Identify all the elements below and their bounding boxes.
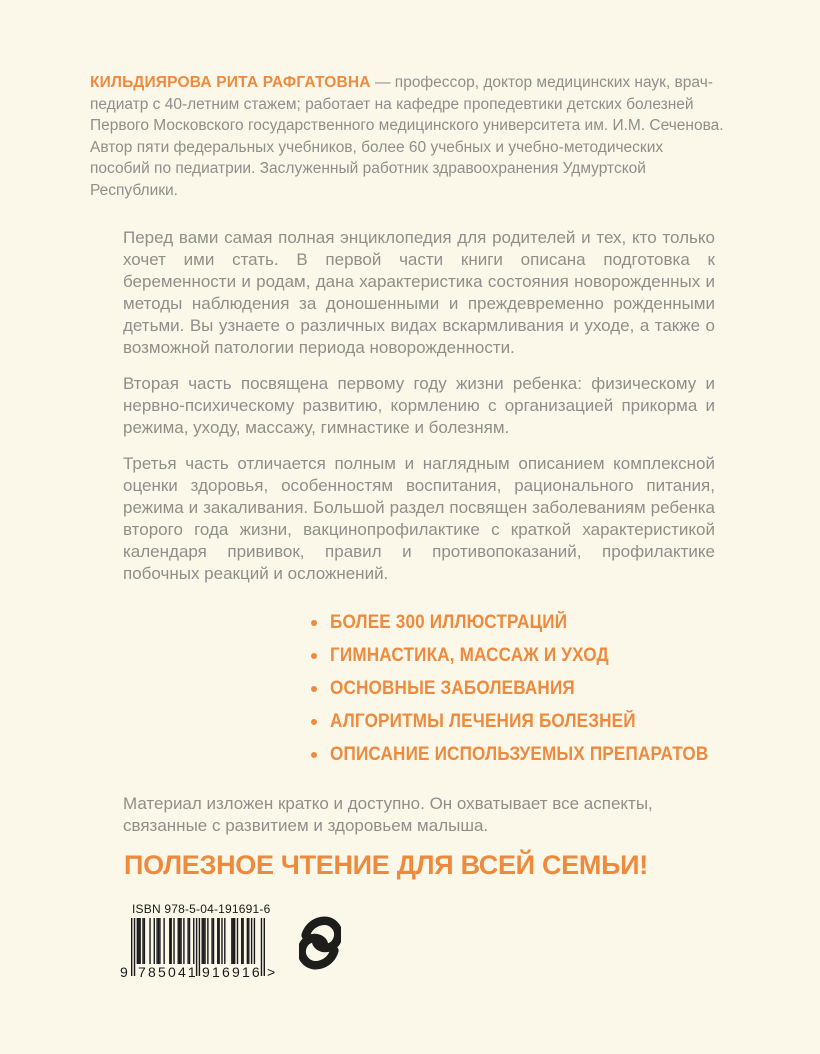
isbn-barcode-block <box>118 902 278 992</box>
bullet-dot-icon <box>311 752 317 758</box>
description-paragraph-1: Перед вами самая полная энциклопедия для родителей и тех, кто только хочет ими стать. В первой части книги описана подготовка к беременности и родам, дана характеристика состояния новорожденных и методы наблюдения за доношенными и преждевременно рожденными детьми. Вы узнаете о различных видах вскармливания и уходе, а также о возможной патологии периода новорожденности. <box>123 228 715 357</box>
barcode-digits <box>118 964 278 982</box>
description-paragraph-2: Вторая часть посвящена первому году жизни ребенка: физическому и нервно-психическому развитию, кормлению с организацией прикорма и режима, уходу, массажу, гимнастике и болезням. <box>123 374 715 437</box>
feature-item <box>311 606 731 639</box>
eksmo-logo <box>299 912 341 974</box>
bullet-dot-icon <box>311 719 317 725</box>
feature-list <box>311 606 731 771</box>
barcode-digit-suffix: > <box>267 964 276 980</box>
feature-item <box>311 672 731 705</box>
description-paragraph-3: Третья часть отличается полным и наглядным описанием комплексной оценки здоровья, особенностям воспитания, рационального питания, режима и закаливания. Большой раздел посвящен заболеваниям ребенка второго года жизни, вакцинопрофилактике с краткой характеристикой календаря прививок, правил и противопоказаний, профилактике побочных реакций и осложнений. <box>123 454 715 583</box>
bullet-dot-icon <box>311 620 317 626</box>
feature-label: ОПИСАНИЕ ИСПОЛЬЗУЕМЫХ ПРЕПАРАТОВ <box>330 743 709 765</box>
barcode-digit-group2: 916916 <box>202 964 262 980</box>
feature-label: ГИМНАСТИКА, МАССАЖ И УХОД <box>330 644 609 666</box>
feature-label: АЛГОРИТМЫ ЛЕЧЕНИЯ БОЛЕЗНЕЙ <box>330 710 636 732</box>
author-name: КИЛЬДИЯРОВА РИТА РАФГАТОВНА <box>90 74 371 91</box>
feature-item <box>311 738 731 771</box>
feature-item <box>311 639 731 672</box>
author-bio-text: — профессор, доктор медицинских наук, врач-педиатр с 40-летним стажем; работает на кафедре пропедевтики детских болезней Первого Московского государственного медицинского университета им. И.М. Сеченова. Автор пяти федеральных учебников, более 60 учебных и учебно-методических пособий по педиатрии. Заслуженный работник здравоохранения Удмуртской Республики. <box>90 74 724 199</box>
book-description <box>123 227 715 599</box>
tagline: ПОЛЕЗНОЕ ЧТЕНИЕ ДЛЯ ВСЕЙ СЕМЬИ! <box>124 850 648 880</box>
barcode-digit-first: 9 <box>120 964 128 980</box>
feature-label: ОСНОВНЫЕ ЗАБОЛЕВАНИЯ <box>330 677 575 699</box>
author-bio-block <box>90 72 724 201</box>
summary-text: Материал изложен кратко и доступно. Он охватывает все аспекты, связанные с развитием и здоровьем малыша. <box>123 794 653 835</box>
barcode-digit-group1: 785041 <box>138 964 198 980</box>
feature-label: БОЛЕЕ 300 ИЛЛЮСТРАЦИЙ <box>330 611 568 633</box>
feature-item <box>311 705 731 738</box>
bullet-dot-icon <box>311 653 317 659</box>
isbn-label: ISBN 978-5-04-191691-6 <box>132 902 271 916</box>
bullet-dot-icon <box>311 686 317 692</box>
